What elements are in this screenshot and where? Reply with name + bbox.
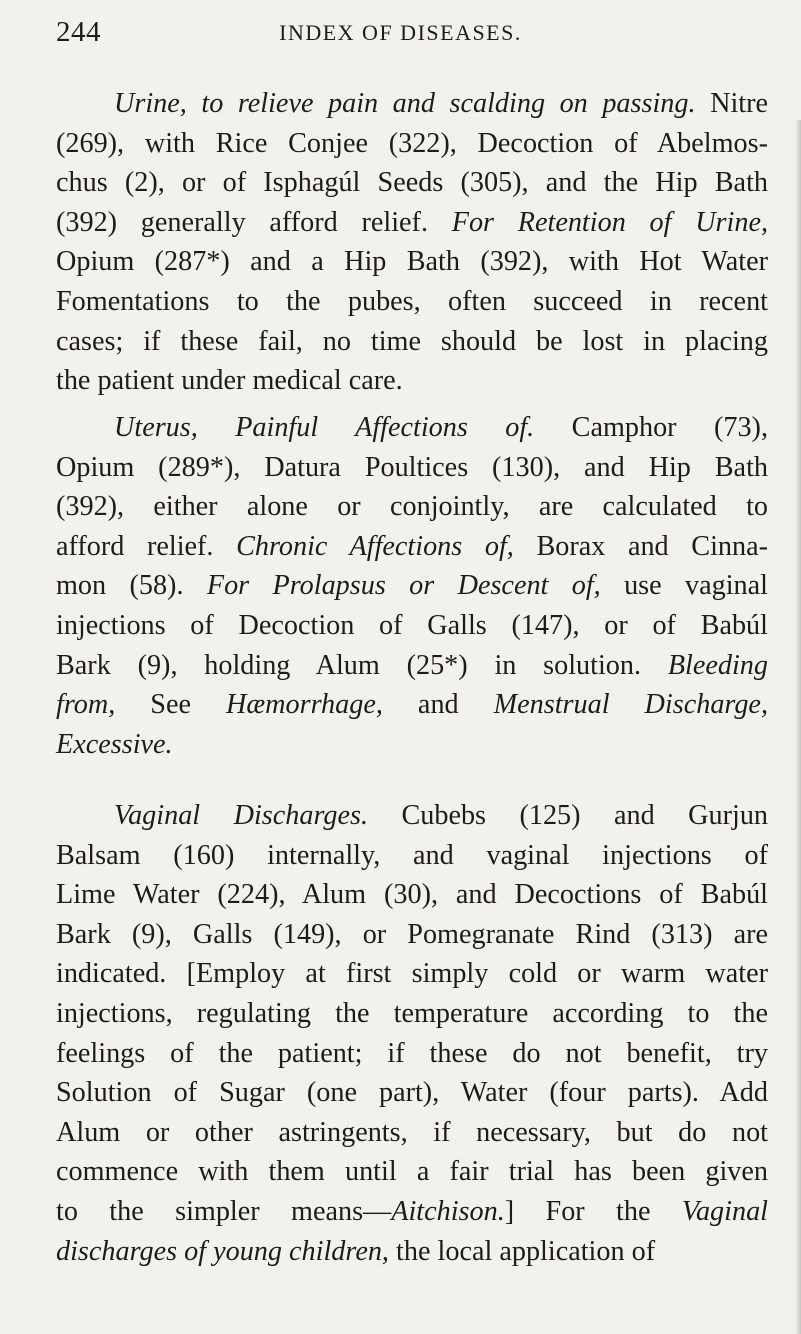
text-run: Bark (9), holding Alum (25*) in solution. <box>56 649 668 681</box>
text-line <box>56 954 768 994</box>
text-run: to the simpler means— <box>56 1195 392 1227</box>
text-line <box>56 915 768 955</box>
text-run: the local application of <box>388 1235 656 1267</box>
text-line <box>56 408 768 448</box>
text-run: ] For the <box>504 1195 682 1227</box>
text-line <box>56 566 768 606</box>
text-run: feelings of the patient; if these do not benefit, try <box>56 1037 768 1069</box>
text-line <box>56 84 768 124</box>
text-run: cases; if these fail, no time should be lost in placing <box>56 325 768 357</box>
text-line <box>56 1034 768 1074</box>
text-run: chus (2), or of Isphagúl Seeds (305), and the Hip Bath <box>56 167 768 199</box>
running-title: INDEX OF DISEASES. <box>279 20 522 45</box>
paragraph-text <box>56 84 768 401</box>
text-run: use vaginal <box>600 570 768 602</box>
text-line <box>56 163 768 203</box>
text-run: (392), either alone or conjointly, are calculated to <box>56 491 768 523</box>
italic-run: Hæmorrhage, <box>226 689 383 721</box>
text-line <box>56 282 768 322</box>
text-run: indicated. [Employ at first simply cold or warm water <box>56 958 768 990</box>
text-line <box>56 606 768 646</box>
italic-run: Excessive. <box>56 728 173 760</box>
text-line <box>56 322 768 362</box>
italic-run: For Prolapsus or Descent of, <box>206 570 601 602</box>
text-run: Lime Water (224), Alum (30), and Decoctions of Babúl <box>56 879 768 911</box>
text-run: Opium (289*), Datura Poultices (130), and Hip Bath <box>56 451 768 483</box>
text-line <box>56 1113 768 1153</box>
italic-run: Uterus, Painful Affections of. <box>114 412 535 443</box>
text-line <box>56 796 768 836</box>
italic-run: Menstrual Discharge, <box>493 689 768 721</box>
text-run: and <box>382 689 494 721</box>
text-line <box>56 1073 768 1113</box>
text-line <box>56 124 768 164</box>
text-run: commence with them until a fair trial has been given <box>56 1156 768 1188</box>
paragraph-text <box>56 408 768 764</box>
text-line <box>56 242 768 282</box>
text-run: Alum or other astringents, if necessary, but do not <box>56 1116 768 1148</box>
text-line <box>56 448 768 488</box>
text-line <box>56 836 768 876</box>
text-line <box>56 361 768 401</box>
italic-run: from, <box>56 689 116 721</box>
paragraph-uterus <box>56 408 768 764</box>
text-run: See <box>115 689 227 721</box>
text-run: Bark (9), Galls (149), or Pomegranate Rind (313) are <box>56 918 768 950</box>
text-run: Fomentations to the pubes, often succeed in recent <box>56 285 768 317</box>
paragraph-vaginal-discharges <box>56 796 768 1271</box>
text-line <box>56 1192 768 1232</box>
text-run: (392) generally afford relief. <box>56 206 452 238</box>
text-line <box>56 203 768 243</box>
page-edge-shadow <box>795 120 801 1334</box>
text-run: Solution of Sugar (one part), Water (four parts). Add <box>56 1077 768 1109</box>
text-run: (269), with Rice Conjee (322), Decoction of Abelmos- <box>56 127 768 159</box>
text-run: injections of Decoction of Galls (147), or of Babúl <box>56 609 768 641</box>
page-header <box>56 16 745 56</box>
text-run: injections, regulating the temperature according to the <box>56 997 768 1029</box>
text-line <box>56 1152 768 1192</box>
text-run: Opium (287*) and a Hip Bath (392), with Hot Water <box>56 246 768 278</box>
text-run: afford relief. <box>56 530 237 562</box>
paragraph-urine <box>56 84 768 401</box>
page-number: 244 <box>56 16 101 48</box>
text-line <box>56 487 768 527</box>
text-run: the patient under medical care. <box>56 365 403 397</box>
text-line <box>56 725 768 765</box>
text-run: Nitre <box>695 88 769 119</box>
italic-run: Chronic Affections of, <box>236 530 514 562</box>
italic-run: discharges of young children, <box>56 1235 389 1267</box>
text-line <box>56 1232 768 1272</box>
text-run: Cubebs (125) and Gurjun <box>368 800 769 831</box>
text-run: Borax and Cinna- <box>513 530 768 562</box>
italic-run: For Retention of Urine, <box>451 206 769 238</box>
italic-run: Aitchison. <box>391 1195 505 1227</box>
text-run: mon (58). <box>56 570 207 602</box>
italic-run: Vaginal <box>681 1195 769 1227</box>
paragraph-text <box>56 796 768 1271</box>
text-line <box>56 646 768 686</box>
text-line <box>56 875 768 915</box>
italic-run: Vaginal Discharges. <box>114 800 368 831</box>
text-line <box>56 994 768 1034</box>
text-line <box>56 685 768 725</box>
italic-run: Bleeding <box>667 649 768 681</box>
text-run: Balsam (160) internally, and vaginal injections of <box>56 839 768 871</box>
text-run: Camphor (73), <box>534 412 768 443</box>
italic-run: Urine, to relieve pain and scalding on passing. <box>114 88 696 119</box>
text-line <box>56 527 768 567</box>
